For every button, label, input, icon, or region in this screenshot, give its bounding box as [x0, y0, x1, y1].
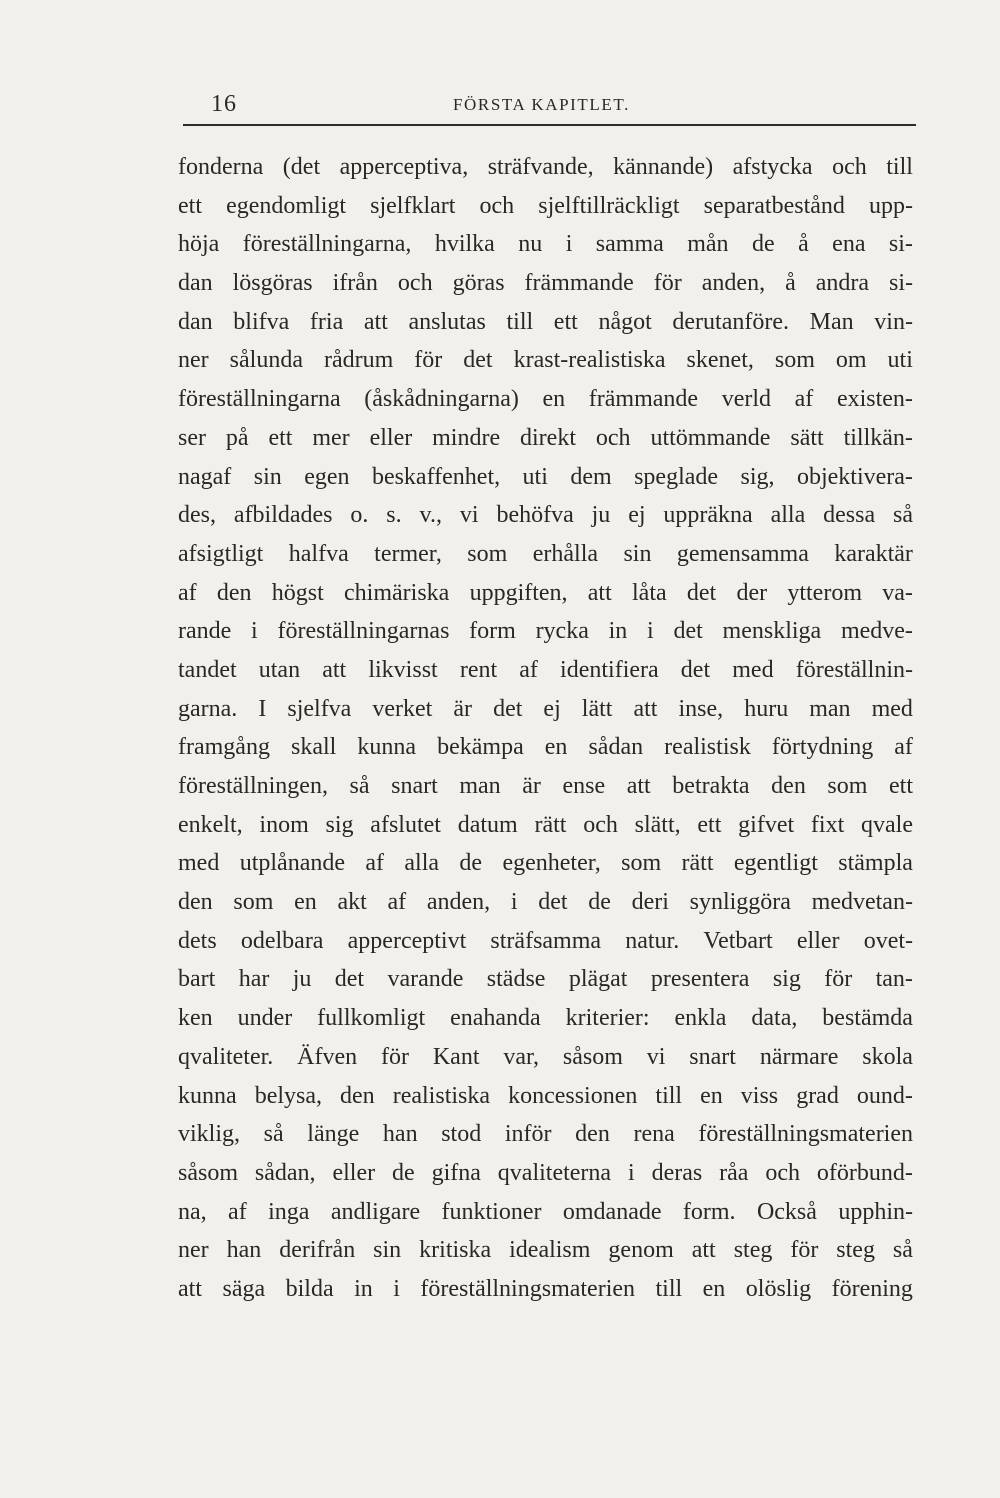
text-line: viklig, så länge han stod inför den rena föreställningsmaterien	[178, 1121, 913, 1148]
text-line: garna. I sjelfva verket är det ej lätt att inse, huru man med	[178, 695, 913, 722]
text-line: fonderna (det apperceptiva, sträfvande, kännande) afstycka och till	[178, 154, 913, 180]
text-line: enkelt, inom sig afslutet datum rätt och slätt, ett gifvet fixt qvale	[178, 811, 913, 838]
text-line: ser på ett mer eller mindre direkt och uttömmande sätt tillkän-	[178, 424, 913, 451]
text-line: tandet utan att likvisst rent af identifiera det med föreställnin-	[178, 656, 913, 683]
text-line: framgång skall kunna bekämpa en sådan realistisk förtydning af	[178, 734, 913, 761]
text-line: des, afbildades o. s. v., vi behöfva ju ej uppräkna alla dessa så	[178, 502, 913, 529]
text-line: af den högst chimäriska uppgiften, att låta det der ytterom va-	[178, 579, 913, 606]
text-line: kunna belysa, den realistiska koncessionen till en viss grad ound-	[178, 1082, 913, 1109]
text-line: att säga bilda in i föreställningsmaterien till en olöslig förening	[178, 1275, 913, 1302]
header-rule	[183, 124, 916, 126]
running-head: FÖRSTA KAPITLET.	[453, 95, 630, 114]
text-line: höja föreställningarna, hvilka nu i samma mån de å ena si-	[178, 231, 913, 258]
text-line: ett egendomligt sjelfklart och sjelftillräckligt separatbestånd upp-	[178, 192, 913, 219]
text-line: rande i föreställningarnas form rycka in i det menskliga medve-	[178, 618, 913, 645]
page-header	[183, 88, 916, 120]
page-number: 16	[211, 91, 237, 117]
text-line: ner han derifrån sin kritiska idealism genom att steg för steg så	[178, 1237, 913, 1264]
text-line: dan blifva fria att anslutas till ett något derutanföre. Man vin-	[178, 308, 913, 335]
text-line: med utplånande af alla de egenheter, som rätt egentligt stämpla	[178, 850, 913, 877]
text-line: afsigtligt halfva termer, som erhålla sin gemensamma karaktär	[178, 540, 913, 567]
text-line: dan lösgöras ifrån och göras främmande för anden, å andra si-	[178, 270, 913, 297]
text-line: bart har ju det varande städse plägat presentera sig för tan-	[178, 966, 913, 993]
text-line: dets odelbara apperceptivt sträfsamma natur. Vetbart eller ovet-	[178, 927, 913, 954]
body-text	[178, 148, 913, 1309]
text-line: nagaf sin egen beskaffenhet, uti dem speglade sig, objektivera-	[178, 463, 913, 490]
text-line: na, af inga andligare funktioner omdanade form. Också upphin-	[178, 1198, 913, 1225]
text-line: ken under fullkomligt enahanda kriterier: enkla data, bestämda	[178, 1005, 913, 1032]
text-line: såsom sådan, eller de gifna qvaliteterna i deras råa och oförbund-	[178, 1159, 913, 1186]
text-line: ner sålunda rådrum för det krast-realistiska skenet, som om uti	[178, 347, 913, 374]
text-line: qvaliteter. Äfven för Kant var, såsom vi snart närmare skola	[178, 1043, 913, 1070]
text-line: föreställningarna (åskådningarna) en främmande verld af existen-	[178, 386, 913, 413]
text-line: föreställningen, så snart man är ense att betrakta den som ett	[178, 773, 913, 799]
text-line: den som en akt af anden, i det de deri synliggöra medvetan-	[178, 889, 913, 916]
